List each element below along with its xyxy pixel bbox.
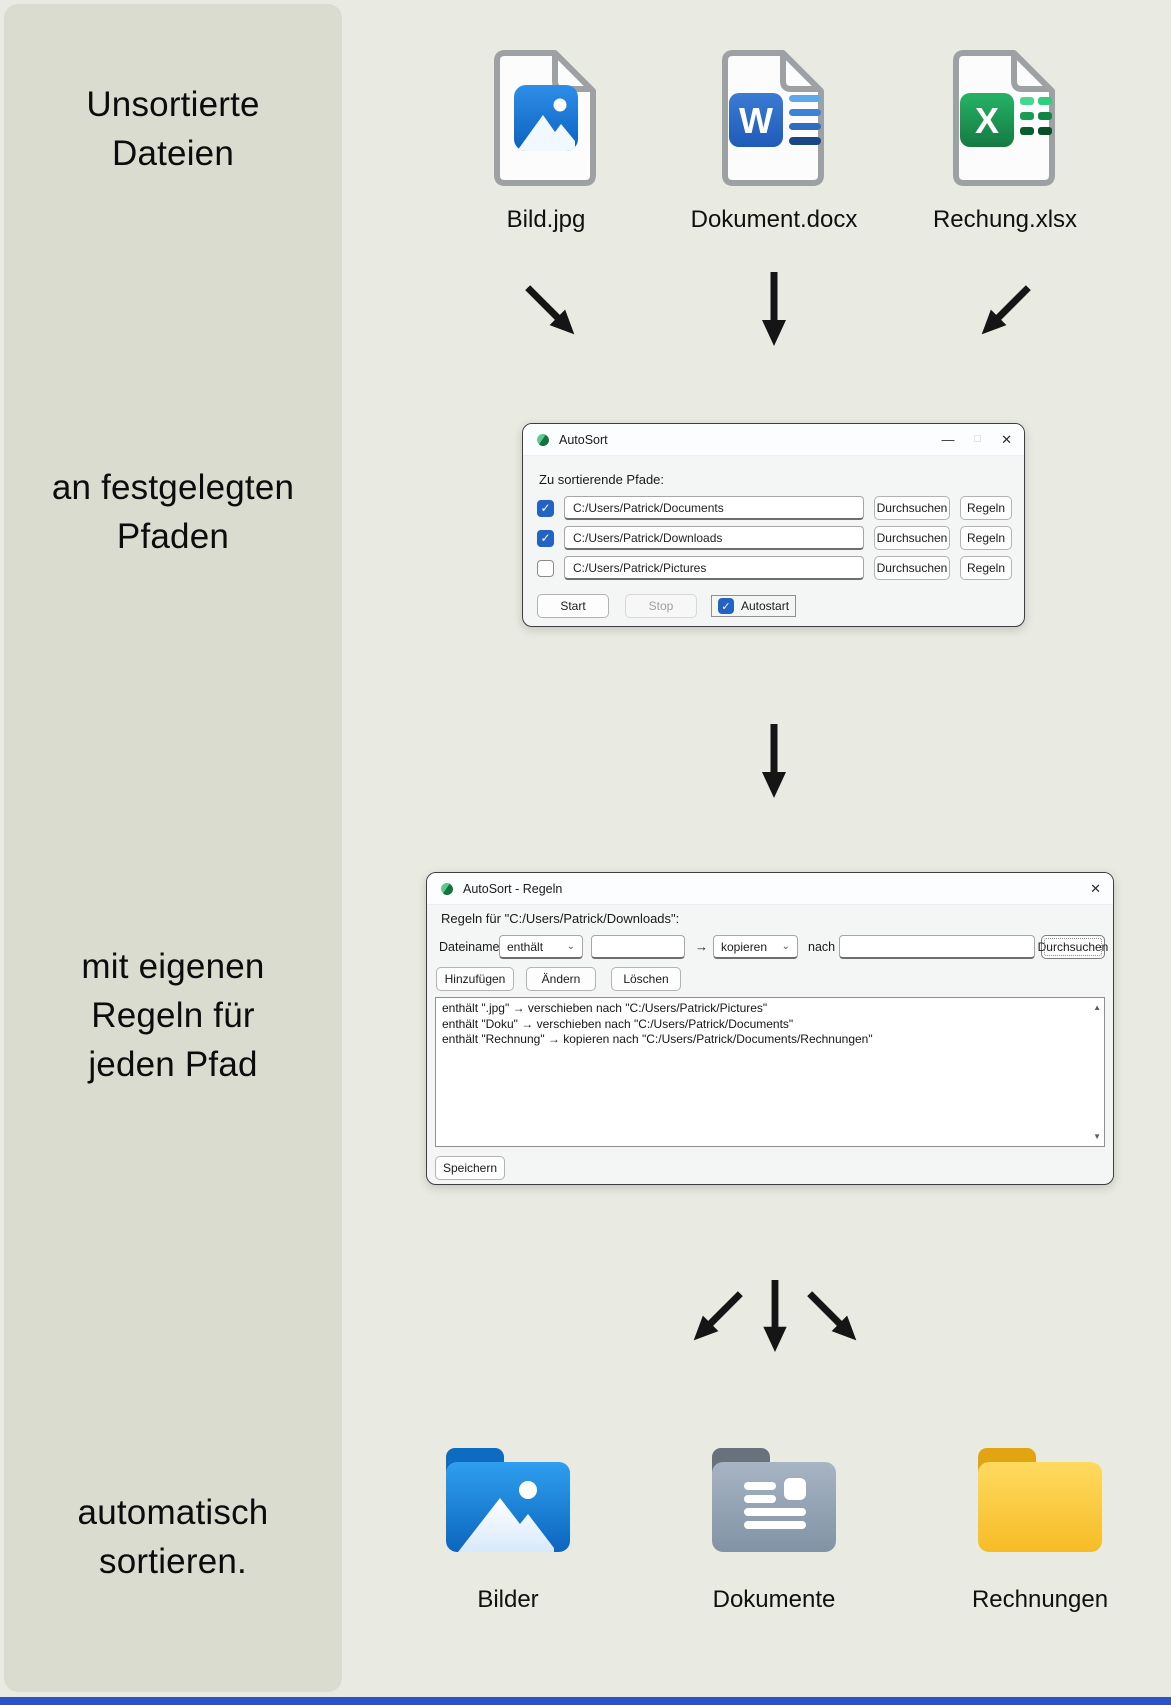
- arrow-down-left-icon: [678, 1278, 756, 1356]
- check-icon: ✓: [540, 501, 551, 515]
- image-file-icon: [491, 48, 601, 193]
- sidebar-line: jeden Pfad: [88, 1045, 258, 1084]
- rules-button[interactable]: Regeln: [960, 526, 1012, 550]
- rules-button[interactable]: Regeln: [960, 496, 1012, 520]
- rule-item[interactable]: enthält ".jpg" → verschieben nach "C:/Users/Patrick/Pictures": [442, 1001, 768, 1015]
- path-row: [537, 556, 1012, 580]
- sidebar-line: an festgelegten: [51, 468, 295, 507]
- arrow-down-right-icon: [794, 1278, 872, 1356]
- add-rule-button[interactable]: Hinzufügen: [436, 967, 514, 991]
- path-input[interactable]: [564, 526, 864, 550]
- rules-listbox[interactable]: [435, 997, 1105, 1147]
- path-checkbox[interactable]: [537, 560, 554, 577]
- folder-label-rechnungen: Rechnungen: [971, 1586, 1109, 1613]
- maximize-icon[interactable]: □: [974, 433, 982, 445]
- sidebar-line: sortieren.: [99, 1542, 247, 1581]
- check-icon: ✓: [540, 531, 551, 545]
- arrow-down-left-icon: [966, 272, 1044, 350]
- arrow-down-right-icon: [512, 272, 590, 350]
- rules-button[interactable]: Regeln: [960, 556, 1012, 580]
- documents-folder-icon: [710, 1448, 838, 1559]
- excel-letter: X: [974, 100, 1000, 141]
- arrow-down-icon: [759, 722, 789, 805]
- close-icon[interactable]: ✕: [1001, 432, 1012, 447]
- chevron-down-icon: ⌄: [566, 941, 575, 952]
- path-checkbox[interactable]: [537, 530, 554, 547]
- file-label-rechung: Rechung.xlsx: [932, 206, 1078, 233]
- target-path-input[interactable]: [839, 935, 1035, 959]
- regeln-titlebar[interactable]: [427, 873, 1113, 905]
- pictures-folder-icon: [444, 1448, 572, 1559]
- app-logo-icon: [439, 881, 455, 897]
- browse-button[interactable]: Durchsuchen: [874, 556, 950, 580]
- window-title: AutoSort: [559, 432, 608, 447]
- rule-item[interactable]: enthält "Doku" → verschieben nach "C:/Users/Patrick/Documents": [442, 1016, 794, 1031]
- file-label-bild: Bild.jpg: [506, 206, 586, 233]
- edit-rule-button[interactable]: Ändern: [526, 967, 596, 991]
- chevron-down-icon: ⌄: [781, 941, 790, 952]
- minimize-icon[interactable]: —: [941, 432, 955, 447]
- check-icon: ✓: [721, 600, 731, 613]
- path-checkbox[interactable]: [537, 500, 554, 517]
- path-row: [537, 496, 1012, 520]
- autostart-label: Autostart: [741, 599, 790, 613]
- arrow-down-icon: [759, 270, 789, 353]
- paths-section-label: Zu sortierende Pfade:: [539, 472, 665, 487]
- word-file-icon: [719, 48, 829, 193]
- rule-item[interactable]: enthält "Rechnung" → kopieren nach "C:/Users/Patrick/Documents/Rechnungen": [442, 1032, 873, 1046]
- bottom-accent-bar: [0, 1697, 1171, 1705]
- sidebar-line: automatisch: [77, 1493, 269, 1532]
- regeln-window: [426, 872, 1114, 1185]
- nach-label: nach: [808, 940, 836, 954]
- stop-button[interactable]: Stop: [625, 594, 697, 618]
- excel-file-icon: [950, 48, 1060, 193]
- arrow-down-icon: [760, 1278, 790, 1359]
- scroll-up-icon[interactable]: ▲: [1093, 1003, 1101, 1012]
- sidebar-line: mit eigenen: [81, 947, 265, 986]
- folder-label-bilder: Bilder: [477, 1586, 539, 1613]
- sidebar-label-rules: [4, 942, 342, 1089]
- close-icon[interactable]: ✕: [1090, 881, 1101, 896]
- sidebar-label-unsorted: [4, 80, 342, 178]
- scroll-down-icon[interactable]: ▼: [1093, 1131, 1101, 1141]
- sidebar-line: Pfaden: [116, 517, 230, 556]
- rules-heading: Regeln für "C:/Users/Patrick/Downloads":: [441, 911, 680, 926]
- path-row: [537, 526, 1012, 550]
- file-label-dokument: Dokument.docx: [690, 206, 858, 233]
- app-logo-icon: [535, 432, 551, 448]
- sidebar-line: Regeln für: [91, 996, 255, 1035]
- browse-button[interactable]: Durchsuchen: [1041, 935, 1105, 959]
- condition-dropdown[interactable]: [499, 935, 583, 959]
- pattern-input[interactable]: [591, 935, 685, 959]
- path-input[interactable]: [564, 556, 864, 580]
- save-button[interactable]: Speichern: [435, 1156, 505, 1180]
- path-input[interactable]: [564, 496, 864, 520]
- window-title: AutoSort - Regeln: [463, 881, 563, 896]
- autostart-group: [711, 595, 796, 617]
- window1-footer: [537, 594, 796, 618]
- folder-label-dokumente: Dokumente: [712, 1586, 836, 1613]
- sidebar-label-sort: [4, 1488, 342, 1586]
- browse-button[interactable]: Durchsuchen: [874, 526, 950, 550]
- invoices-folder-icon: [976, 1448, 1104, 1559]
- sidebar-label-paths: [4, 463, 342, 561]
- start-button[interactable]: Start: [537, 594, 609, 618]
- maps-to-arrow: →: [695, 939, 708, 954]
- filename-label: Dateiname: [439, 940, 500, 954]
- browse-button[interactable]: Durchsuchen: [874, 496, 950, 520]
- action-dropdown[interactable]: [713, 935, 798, 959]
- sidebar: [4, 4, 342, 1692]
- action-value: kopieren: [721, 939, 768, 954]
- sidebar-line: Dateien: [111, 134, 235, 173]
- autostart-checkbox[interactable]: [718, 598, 734, 614]
- delete-rule-button[interactable]: Löschen: [611, 967, 681, 991]
- sidebar-line: Unsortierte: [86, 85, 260, 124]
- autosort-window: [522, 423, 1025, 627]
- condition-value: enthält: [507, 939, 544, 954]
- word-letter: W: [739, 100, 773, 141]
- autosort-titlebar[interactable]: [523, 424, 1024, 456]
